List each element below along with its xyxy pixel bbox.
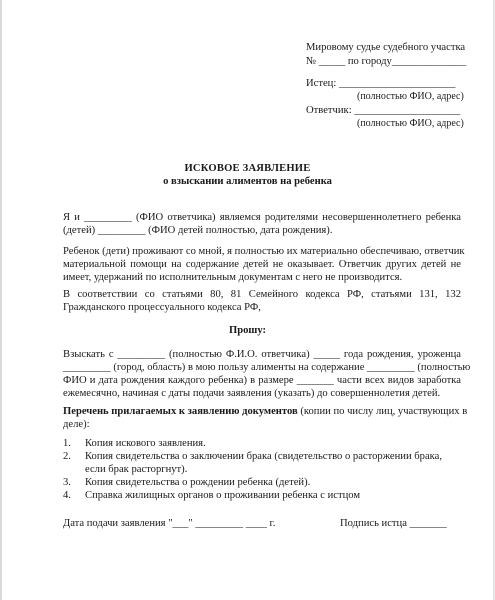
attachments-list — [63, 437, 461, 502]
addressee-line-2: № _____ по городу______________ — [306, 56, 467, 67]
list-item-text: Справка жилищных органов о проживании ребенка с истцом — [85, 490, 361, 501]
list-item — [63, 437, 461, 450]
paragraph-line: Ребенок (дети) проживают со мной, я полностью их материально обеспечиваю, ответчик — [63, 246, 465, 257]
paragraph-line: Я и _________ (ФИО ответчика) являемся родителями несовершеннолетнего ребенка — [63, 212, 461, 223]
paragraph-children-support — [63, 245, 465, 284]
list-item-text: если брак расторгнут). — [85, 464, 188, 475]
attachments-heading-rest: (копии по числу лиц, участвующих в — [297, 406, 468, 417]
plaintiff-hint: (полностью ФИО, адрес) — [357, 91, 464, 102]
list-item — [63, 489, 461, 502]
paragraph-line: (детей) _________ (ФИО детей полностью, дата рождения). — [63, 225, 333, 236]
signature-line: Подпись истца _______ — [340, 518, 447, 529]
paragraph-parents — [63, 211, 461, 237]
list-item-number: 4. — [63, 490, 71, 501]
page-edge-left — [0, 0, 2, 600]
defendant-hint: (полностью ФИО, адрес) — [357, 118, 464, 129]
list-item-text: Копия искового заявления. — [85, 438, 206, 449]
list-item-text: Копия свидетельства о заключении брака (свидетельство о расторжении брака, — [85, 451, 442, 462]
paragraph-line: имеет, удержаний по исполнительным документам с него не производится. — [63, 272, 403, 283]
list-item — [63, 450, 461, 476]
paragraph-line: Гражданского процессуального кодекса РФ, — [63, 302, 261, 313]
filing-date-line: Дата подачи заявления "___" _________ ____ г. — [63, 518, 276, 529]
paragraph-line: ежемесячно, начиная с даты подачи заявления (указать) до совершеннолетия детей. — [63, 388, 441, 399]
paragraph-request — [63, 348, 471, 400]
list-item — [63, 476, 461, 489]
defendant-line: Ответчик: ____________________ — [306, 105, 461, 116]
plaintiff-line: Истец: ______________________ — [306, 78, 456, 89]
paragraph-line: _________ (город, область) в мою пользу алименты на содержание _________ (полностью — [63, 362, 471, 373]
list-item-number: 2. — [63, 451, 71, 462]
document-title: ИСКОВОЕ ЗАЯВЛЕНИЕ — [184, 163, 311, 174]
paragraph-line: В соответствии со статьями 80, 81 Семейного кодекса РФ, статьями 131, 132 — [63, 289, 461, 300]
attachments-heading-line-2: деле): — [63, 419, 90, 430]
paragraph-legal-basis — [63, 288, 461, 314]
paragraph-line: материальной помощи на содержание детей не оказывает. Ответчик других детей не — [63, 259, 461, 270]
list-item-text: Копия свидетельства о рождении ребенка (детей). — [85, 477, 311, 488]
attachments-heading — [63, 405, 468, 431]
attachments-heading-bold: Перечень прилагаемых к заявлению документов — [63, 406, 298, 417]
addressee-line-1: Мировому судье судебного участка — [306, 42, 466, 53]
request-heading: Прошу: — [228, 325, 267, 336]
list-item-number: 3. — [63, 477, 71, 488]
list-item-number: 1. — [63, 438, 71, 449]
document-subtitle: о взыскании алиментов на ребенка — [163, 176, 332, 187]
paragraph-line: Взыскать с _________ (полностью Ф.И.О. ответчика) _____ года рождения, уроженца — [63, 349, 461, 360]
paragraph-line: ФИО и дата рождения каждого ребенка) в размере _______ части всех видов заработка — [63, 375, 461, 386]
attachments-heading-line — [63, 405, 468, 418]
